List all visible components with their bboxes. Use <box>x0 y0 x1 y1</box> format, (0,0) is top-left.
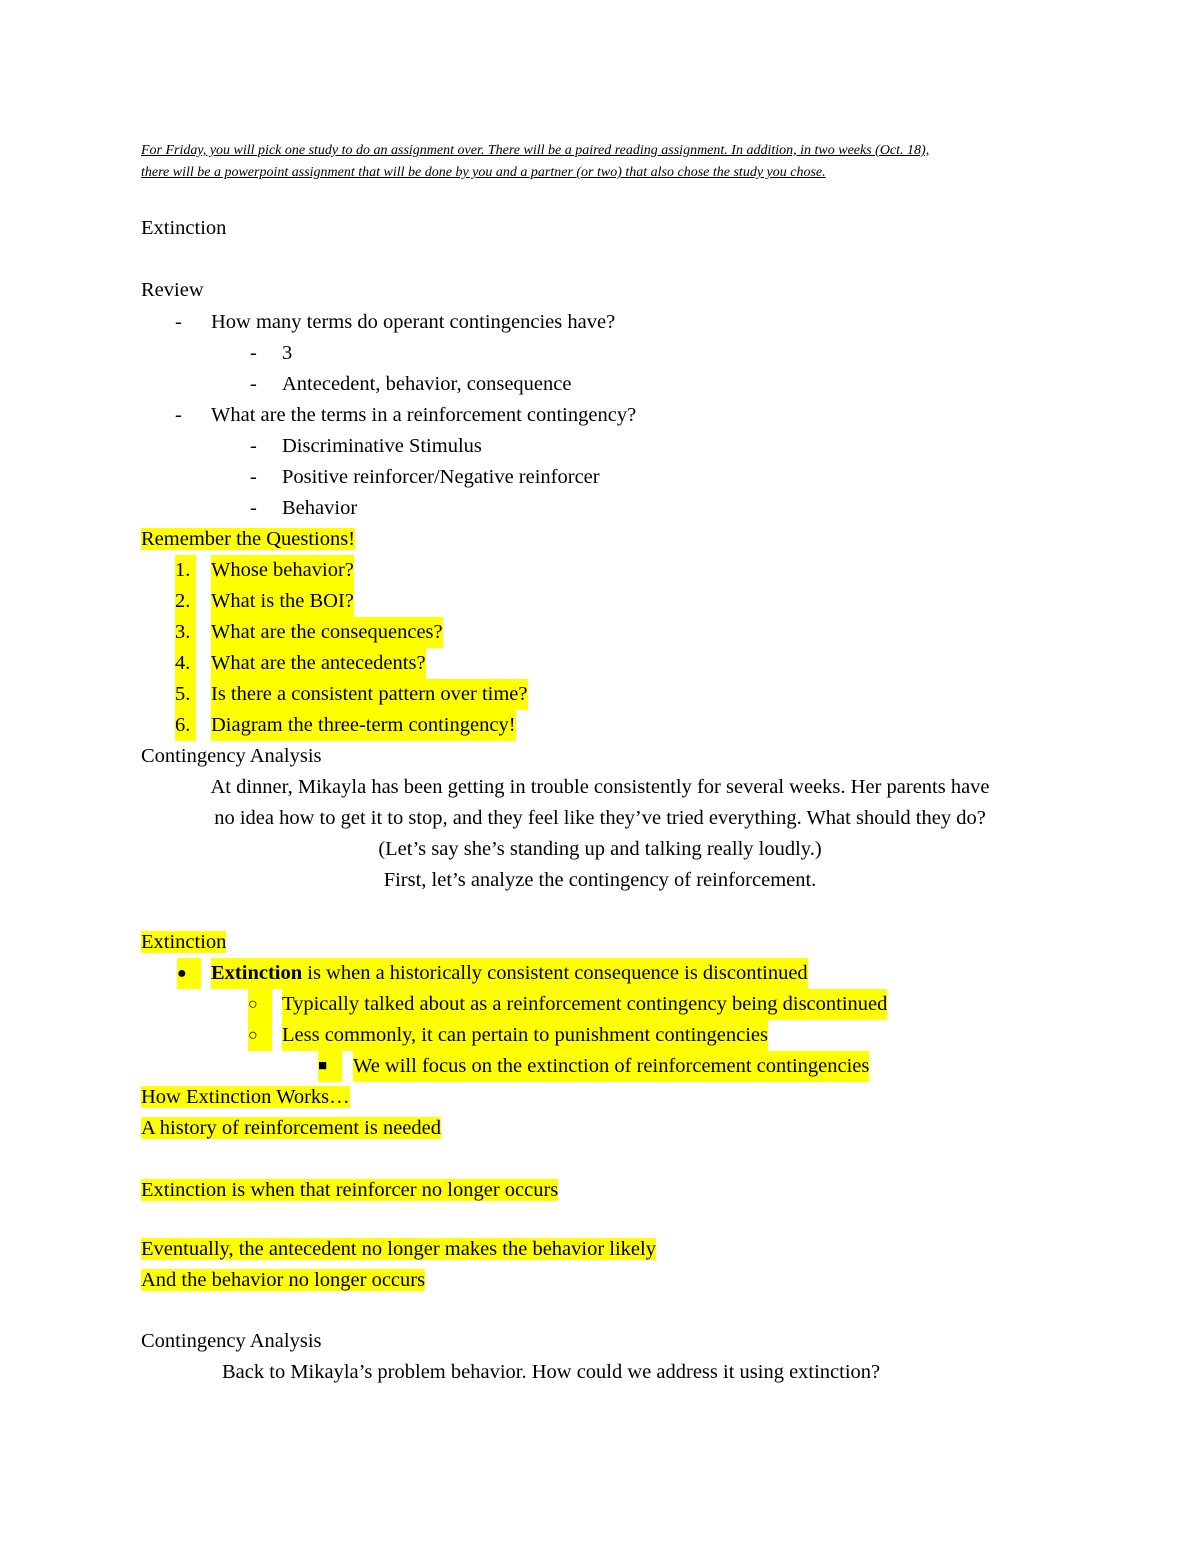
question-item <box>141 648 1200 679</box>
review-question-2 <box>141 400 1200 431</box>
extinction-subsub-bullet <box>141 1051 1200 1082</box>
contingency-analysis-heading-2: Contingency Analysis <box>141 1330 322 1352</box>
document-title: Extinction <box>141 217 227 239</box>
review-question-2-text: What are the terms in a reinforcement contingency? <box>211 404 637 426</box>
question-text: Diagram the three-term contingency! <box>211 710 516 741</box>
circle-bullet-icon: ○ <box>248 1020 272 1051</box>
question-text: Whose behavior? <box>211 555 354 586</box>
how-heading-text: How Extinction Works… <box>141 1086 350 1108</box>
extinction-bullet <box>141 958 1200 989</box>
dash-marker: - <box>250 466 257 488</box>
question-item <box>141 617 1200 648</box>
extinction-sub-text: Typically talked about as a reinforcement contingency being discontinued <box>282 989 887 1020</box>
question-item <box>141 555 1200 586</box>
question-number: 2. <box>175 586 196 617</box>
dash-marker: - <box>250 435 257 457</box>
extinction-sub-bullet <box>141 1020 1200 1051</box>
dash-marker: - <box>250 497 257 519</box>
extinction-sub-bullet <box>141 989 1200 1020</box>
review-answer-text: Behavior <box>282 497 358 519</box>
scenario-line: no idea how to get it to stop, and they feel like they’ve tried everything. What should they do? <box>214 807 986 829</box>
question-item <box>141 710 1200 741</box>
how-line <box>141 1265 1200 1296</box>
intro-note-line-1: For Friday, you will pick one study to do an assignment over. There will be a paired reading assignment. In addition, in two weeks (Oct. 18), <box>141 143 930 158</box>
questions-heading-text: Remember the Questions! <box>141 528 356 550</box>
question-text: Is there a consistent pattern over time? <box>211 679 528 710</box>
extinction-sub-text: Less commonly, it can pertain to punishment contingencies <box>282 1020 768 1051</box>
how-line <box>141 1175 1200 1206</box>
how-line-text: And the behavior no longer occurs <box>141 1269 426 1291</box>
contingency-analysis-heading: Contingency Analysis <box>141 745 322 767</box>
extinction-heading-text: Extinction <box>141 931 227 953</box>
scenario-line: First, let’s analyze the contingency of reinforcement. <box>383 869 817 891</box>
circle-bullet-icon: ○ <box>248 989 272 1020</box>
intro-note-line-2: there will be a powerpoint assignment that will be done by you and a partner (or two) that also chose the study you chose. <box>141 165 826 180</box>
question-text: What is the BOI? <box>211 586 354 617</box>
how-extinction-works-heading <box>141 1082 1200 1113</box>
how-line-text: Extinction is when that reinforcer no longer occurs <box>141 1179 559 1201</box>
dash-marker: - <box>250 342 257 364</box>
extinction-term: Extinction <box>211 962 303 984</box>
questions-heading <box>141 524 1200 555</box>
how-line <box>141 1234 1200 1265</box>
question-number: 1. <box>175 555 196 586</box>
review-answer-text: Antecedent, behavior, consequence <box>282 373 572 395</box>
question-number: 5. <box>175 679 196 710</box>
review-answer-text: Positive reinforcer/Negative reinforcer <box>282 466 600 488</box>
question-number: 4. <box>175 648 196 679</box>
dash-marker: - <box>175 311 182 333</box>
dash-marker: - <box>250 373 257 395</box>
review-answer-text: Discriminative Stimulus <box>282 435 482 457</box>
extinction-definition-rest: is when a historically consistent consequence is discontinued <box>302 962 808 984</box>
question-number: 6. <box>175 710 196 741</box>
bullet-icon: ● <box>177 958 201 989</box>
how-line-text: Eventually, the antecedent no longer makes the behavior likely <box>141 1238 656 1260</box>
review-answer <box>141 338 1200 369</box>
question-number: 3. <box>175 617 196 648</box>
square-bullet-icon: ■ <box>318 1051 342 1082</box>
dash-marker: - <box>175 404 182 426</box>
how-line-text: A history of reinforcement is needed <box>141 1117 442 1139</box>
review-answer <box>141 493 1200 524</box>
extinction-subsub-text: We will focus on the extinction of reinforcement contingencies <box>353 1051 869 1082</box>
question-text: What are the consequences? <box>211 617 443 648</box>
how-line <box>141 1113 1200 1144</box>
mikayla-extinction-question: Back to Mikayla’s problem behavior. How could we address it using extinction? <box>222 1361 881 1383</box>
review-answer-text: 3 <box>282 342 293 364</box>
review-question-1 <box>141 307 1200 338</box>
extinction-definition <box>211 958 808 989</box>
question-item <box>141 586 1200 617</box>
scenario-line: (Let’s say she’s standing up and talking really loudly.) <box>378 838 822 860</box>
question-text: What are the antecedents? <box>211 648 426 679</box>
review-heading: Review <box>141 279 204 301</box>
review-answer <box>141 462 1200 493</box>
scenario-line: At dinner, Mikayla has been getting in trouble consistently for several weeks. Her parents have <box>210 776 990 798</box>
question-item <box>141 679 1200 710</box>
review-question-1-text: How many terms do operant contingencies have? <box>211 311 616 333</box>
review-answer <box>141 431 1200 462</box>
review-answer <box>141 369 1200 400</box>
extinction-heading <box>141 927 1200 958</box>
